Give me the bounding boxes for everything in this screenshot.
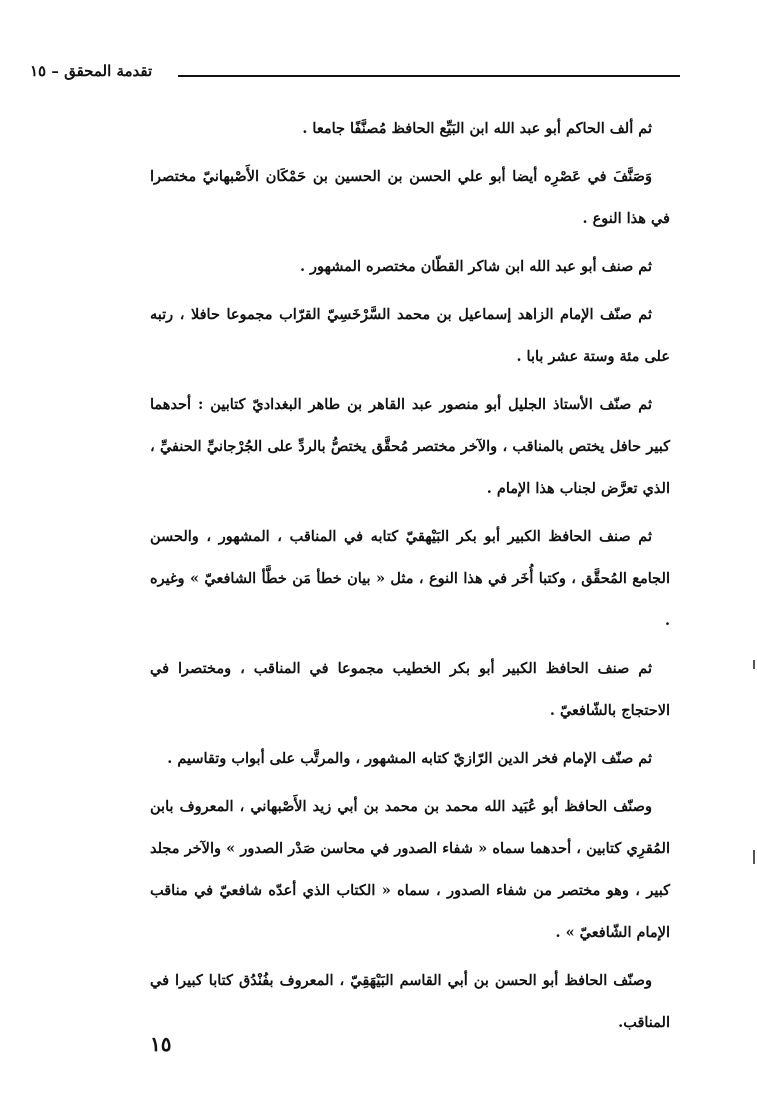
header-rule [178,75,680,77]
body-text [150,108,670,1050]
paragraph: ثم ألف الحاكم أبو عبد الله ابن البَيِّع الحافظ مُصنَّفًا جامعا . [302,120,652,137]
paragraph: ثم صنف الحافظ الكبير أبو بكر البَيْهقيّ كتابه في المناقب ، المشهور ، والحسن الجامع المُحقَّق ، وكتبا أُخَر في هذا النوع ، مثل « بيان خطأ مَن خطَّأ الشافعيّ » وغيره . [150,528,670,629]
scan-edge-mark [753,850,755,864]
paragraph: وصنّف الحافظ أبو عُبَيد الله محمد بن محمد بن أبي زيد الأَصْبهاني ، المعروف بابن المُقرِي كتابين ، أحدهما سماه « شفاء الصدور في محاسن صَدْر الصدور » والآخر مجلد كبير ، وهو مختصر من شفاء الصدور ، سماه « الكتاب الذي أعدّه شافعيّ في مناقب الإمام الشّافعيّ » . [150,798,670,941]
scan-edge-mark [753,660,755,669]
paragraph: ثم صنّف الإمام الزاهد إسماعيل بن محمد السَّرْخَسِيّ القرّاب مجموعا حافلا ، رتبه على مئة وستة عشر بابا . [150,306,670,365]
paragraph: وَصَنَّفَ في عَصْرِه أيضا أبو علي الحسن بن الحسين بن حَمْكَان الأَصْبهانيّ مختصرا في هذا النوع . [150,168,670,227]
paragraph: ثم صنّف الإمام فخر الدين الرّازيّ كتابه المشهور ، والمرتَّب على أبواب وتقاسيم . [167,750,652,767]
page-number: ١٥ [150,1032,172,1056]
paragraph: ثم صنف الحافظ الكبير أبو بكر الخطيب مجموعا في المناقب ، ومختصرا في الاحتجاج بالشّافعيّ . [150,660,670,719]
paragraph: ثم صنّف الأستاذ الجليل أبو منصور عبد القاهر بن طاهر البغداديّ كتابين : أحدهما كبير حافل يختص بالمناقب ، والآخر مختصر مُحقَّق يختصُّ بالردِّ على الجُرْجانيِّ الحنفيِّ ، الذي تعرَّض لجناب هذا الإمام . [150,396,670,497]
paragraph: ثم صنف أبو عبد الله ابن شاكر القطّان مختصره المشهور . [299,258,652,275]
header-title: تقدمة المحقق – ١٥ [30,62,153,80]
running-header [30,58,680,88]
paragraph: وصنّف الحافظ أبو الحسن بن أبي القاسم البَيْهَقِيّ ، المعروف بفُنْدُق كتابا كبيرا في المناقب. [150,972,670,1031]
